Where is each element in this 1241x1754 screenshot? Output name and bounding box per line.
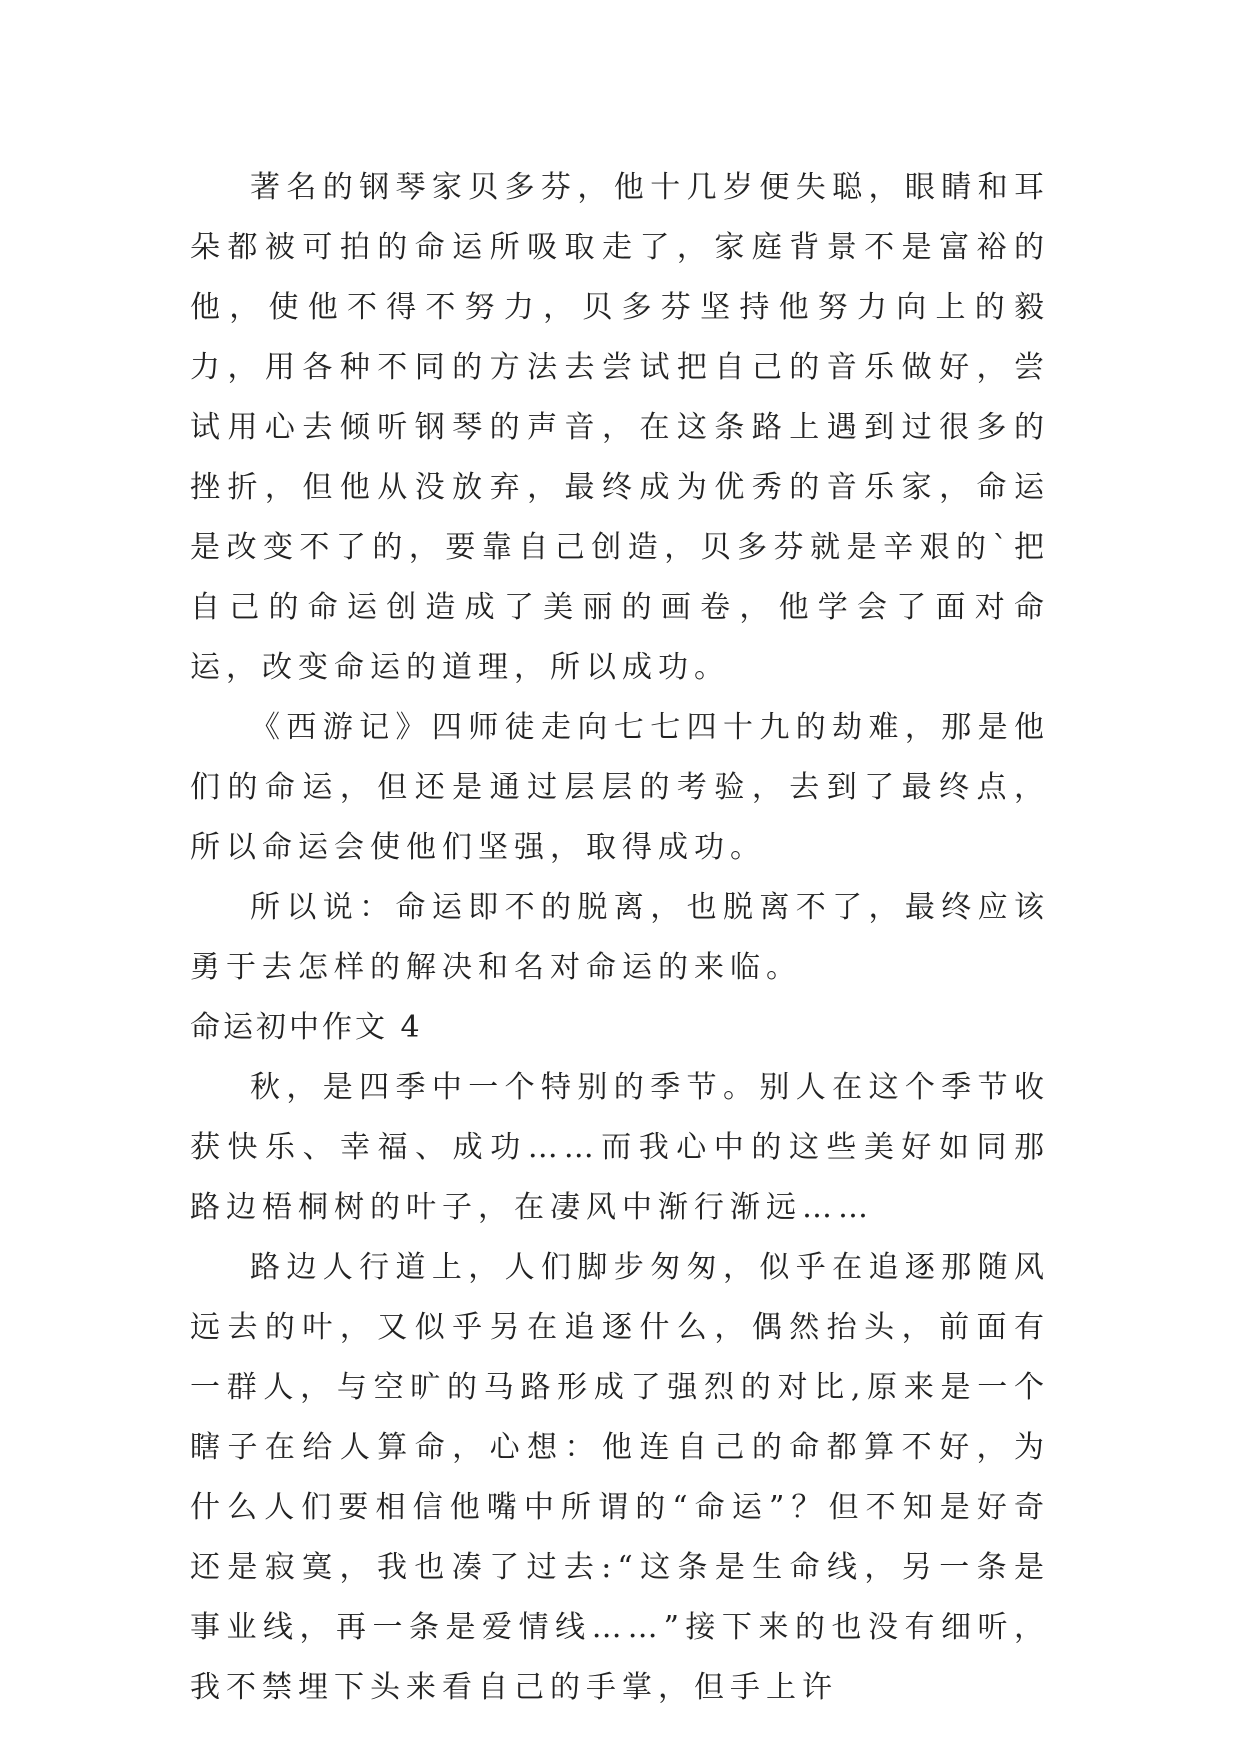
paragraph-beethoven: 著名的钢琴家贝多芬，他十几岁便失聪，眼睛和耳朵都被可拍的命运所吸取走了，家庭背景不是富裕的他，使他不得不努力，贝多芬坚持他努力向上的毅力，用各种不同的方法去尝试把自己的音乐做好，尝试用心去倾听钢琴的声音，在这条路上遇到过很多的挫折，但他从没放弃，最终成为优秀的音乐家，命运是改变不了的，要靠自己创造，贝多芬就是辛艰的`把自己的命运创造成了美丽的画卷，他学会了面对命运，改变命运的道理，所以成功。 (190, 170, 1050, 685)
section-heading: 命运初中作文 4 (190, 1010, 423, 1045)
paragraph-journey-west: 《西游记》四师徒走向七七四十九的劫难，那是他们的命运，但还是通过层层的考验，去到了最终点，所以命运会使他们坚强，取得成功。 (190, 710, 1050, 865)
document-body (190, 158, 1050, 1718)
paragraph-fortune-teller: 路边人行道上，人们脚步匆匆，似乎在追逐那随风远去的叶，又似乎另在追逐什么，偶然抬头，前面有一群人，与空旷的马路形成了强烈的对比,原来是一个瞎子在给人算命，心想：他连自己的命都算不好，为什么人们要相信他嘴中所谓的“命运”？但不知是好奇还是寂寞，我也凑了过去:“这条是生命线，另一条是事业线，再一条是爱情线……”接下来的也没有细听，我不禁埋下头来看自己的手掌，但手上许 (190, 1250, 1050, 1705)
paragraph-conclusion: 所以说：命运即不的脱离，也脱离不了，最终应该勇于去怎样的解决和名对命运的来临。 (190, 890, 1050, 985)
paragraph-autumn: 秋，是四季中一个特别的季节。别人在这个季节收获快乐、幸福、成功……而我心中的这些美好如同那路边梧桐树的叶子，在凄风中渐行渐远…… (190, 1070, 1050, 1225)
